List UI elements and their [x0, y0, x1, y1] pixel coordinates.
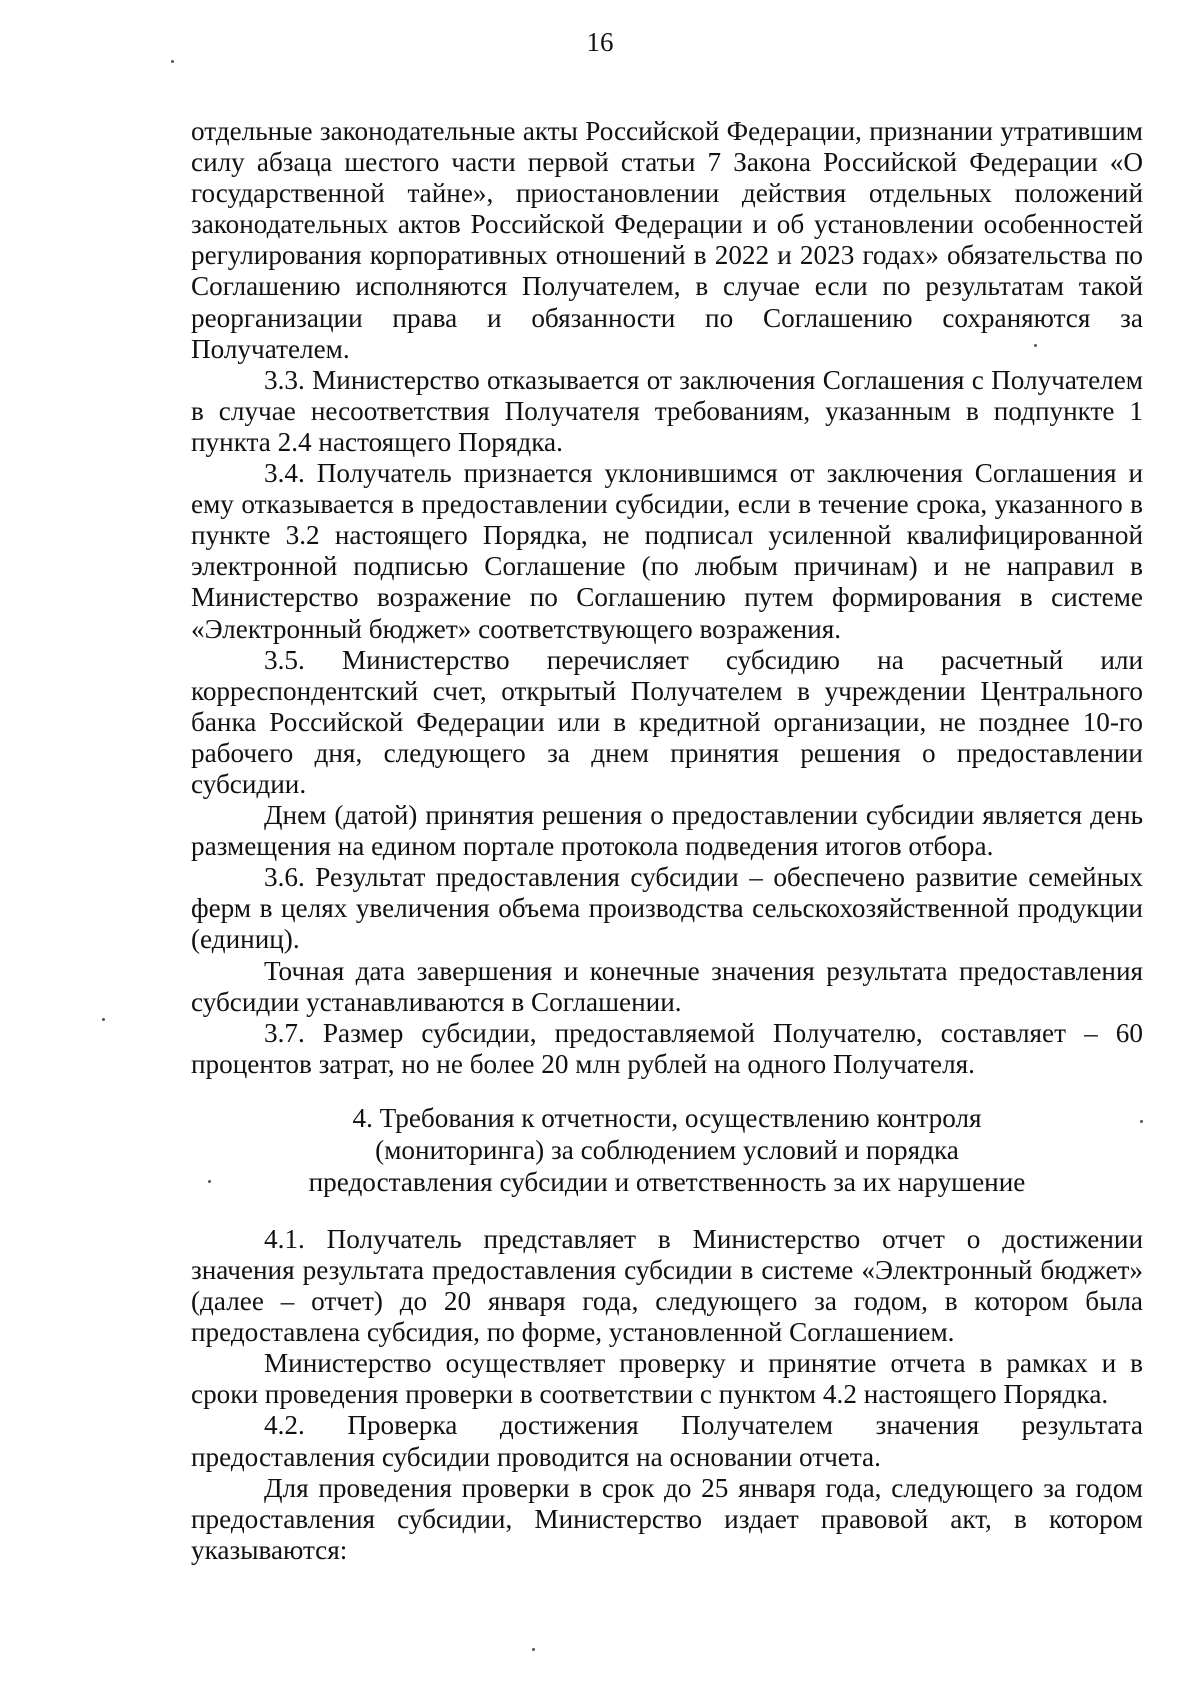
- paragraph-3-5: 3.5. Министерство перечисляет субсидию на расчетный или корреспондентский счет, открытый Получателем в учреждении Центрального банка Российской Федерации или в кредитной организации, не позднее 10-го рабочего дня, следующего за днем принятия решения о предоставлении субсидии.: [191, 644, 1143, 799]
- scan-speck: [208, 1180, 211, 1183]
- paragraph-3-3: 3.3. Министерство отказывается от заключения Соглашения с Получателем в случае несоответствия Получателя требованиям, указанным в подпункте 1 пункта 2.4 настоящего Порядка.: [191, 364, 1143, 457]
- document-body: [191, 116, 1143, 1566]
- scan-speck: [171, 60, 174, 63]
- page-number: 16: [586, 27, 614, 57]
- section-4-heading-line-3: предоставления субсидии и ответственность за их нарушение: [308, 1166, 1026, 1197]
- paragraph-3-7: 3.7. Размер субсидии, предоставляемой Получателю, составляет – 60 процентов затрат, но не более 20 млн рублей на одного Получателя.: [191, 1017, 1143, 1079]
- scan-speck: [1034, 344, 1037, 347]
- paragraph-3-6: 3.6. Результат предоставления субсидии – обеспечено развитие семейных ферм в целях увеличения объема производства сельскохозяйственной продукции (единиц).: [191, 862, 1143, 955]
- scan-speck: [532, 1648, 535, 1651]
- paragraph-4-1: 4.1. Получатель представляет в Министерство отчет о достижении значения результата предоставления субсидии в системе «Электронный бюджет» (далее – отчет) до 20 января года, следующего за годом, в котором была предоставлена субсидия, по форме, установленной Соглашением.: [191, 1223, 1143, 1348]
- paragraph-continuation: отдельные законодательные акты Российской Федерации, признании утратившим силу абзаца шестого части первой статьи 7 Закона Российской Федерации «О государственной тайне», приостановлении действия отдельных положений законодательных актов Российской Федерации и об установлении особенностей регулирования корпоративных отношений в 2022 и 2023 годах» обязательства по Соглашению исполняются Получателем, в случае если по результатам такой реорганизации права и обязанности по Соглашению сохраняются за Получателем.: [191, 116, 1143, 364]
- paragraph-3-5-decision-date: Днем (датой) принятия решения о предоставлении субсидии является день размещения на едином портале протокола подведения итогов отбора.: [191, 800, 1143, 862]
- scan-speck: [102, 1018, 105, 1021]
- scan-speck: [1140, 1120, 1143, 1123]
- section-4-heading-line-1: 4. Требования к отчетности, осуществлению контроля: [352, 1102, 982, 1133]
- section-4-heading: [191, 1102, 1143, 1198]
- heading-spacer: [191, 1198, 1143, 1224]
- paragraph-4-2-legal-act: Для проведения проверки в срок до 25 января года, следующего за годом предоставления субсидии, Министерство издает правовой акт, в котором указываются:: [191, 1472, 1143, 1565]
- section-4-heading-line-2: (мониторинга) за соблюдением условий и порядка: [375, 1134, 959, 1165]
- paragraph-3-4: 3.4. Получатель признается уклонившимся от заключения Соглашения и ему отказывается в предоставлении субсидии, если в течение срока, указанного в пункте 3.2 настоящего Порядка, не подписал усиленной квалифицированной электронной подписью Соглашение (по любым причинам) и не направил в Министерство возражение по Соглашению путем формирования в системе «Электронный бюджет» соответствующего возражения.: [191, 458, 1143, 644]
- paragraph-4-2: 4.2. Проверка достижения Получателем значения результата предоставления субсидии проводится на основании отчета.: [191, 1410, 1143, 1472]
- paragraph-3-6-result-date: Точная дата завершения и конечные значения результата предоставления субсидии устанавливаются в Соглашении.: [191, 955, 1143, 1017]
- paragraph-4-1-verification: Министерство осуществляет проверку и принятие отчета в рамках и в сроки проведения проверки в соответствии с пунктом 4.2 настоящего Порядка.: [191, 1348, 1143, 1410]
